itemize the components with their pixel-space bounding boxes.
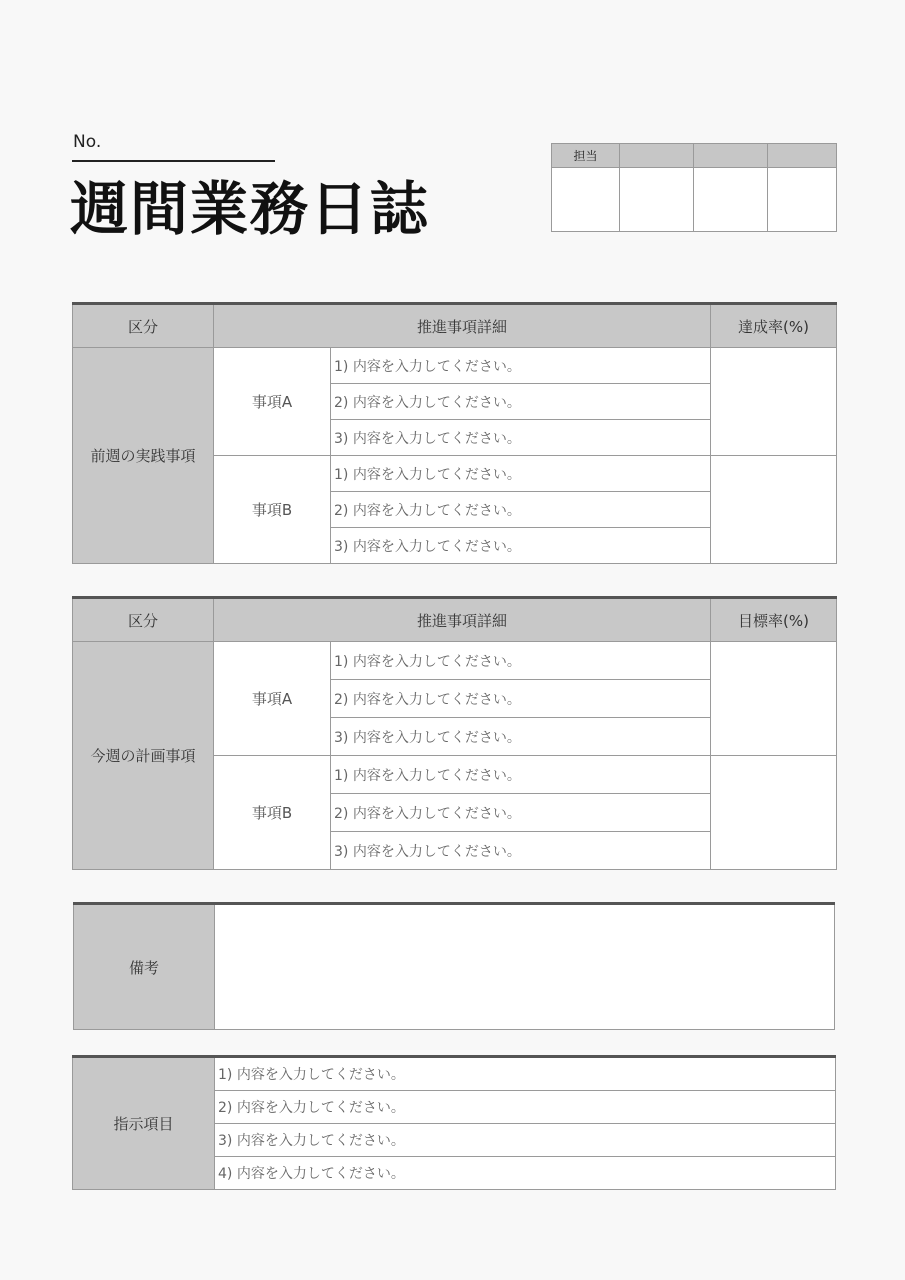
col-header-detail: 推進事項詳細 — [214, 304, 711, 348]
number-underline — [72, 160, 275, 162]
detail-line[interactable]: 2) 内容を入力してください。 — [331, 384, 711, 420]
stamp-header-blank — [620, 144, 694, 168]
detail-line[interactable]: 1) 内容を入力してください。 — [331, 456, 711, 492]
col-header-detail: 推進事項詳細 — [214, 598, 711, 642]
instructions-label: 指示項目 — [73, 1057, 215, 1190]
detail-line[interactable]: 3) 内容を入力してください。 — [331, 832, 711, 870]
page-title: 週間業務日誌 — [70, 175, 431, 243]
detail-line[interactable]: 1) 内容を入力してください。 — [331, 348, 711, 384]
item-a-label: 事項A — [214, 348, 331, 456]
instruction-line[interactable]: 1) 内容を入力してください。 — [215, 1057, 836, 1091]
stamp-box[interactable] — [620, 168, 694, 232]
instructions-table — [72, 1055, 836, 1190]
stamp-header-blank — [768, 144, 837, 168]
detail-line[interactable]: 2) 内容を入力してください。 — [331, 680, 711, 718]
detail-line[interactable]: 3) 内容を入力してください。 — [331, 718, 711, 756]
last-week-table — [72, 302, 837, 564]
detail-line[interactable]: 2) 内容を入力してください。 — [331, 492, 711, 528]
detail-line[interactable]: 2) 内容を入力してください。 — [331, 794, 711, 832]
instruction-line[interactable]: 3) 内容を入力してください。 — [215, 1124, 836, 1157]
stamp-box[interactable] — [694, 168, 768, 232]
rate-cell[interactable] — [711, 348, 837, 456]
stamp-header-blank — [694, 144, 768, 168]
item-b-label: 事項B — [214, 456, 331, 564]
detail-line[interactable]: 3) 内容を入力してください。 — [331, 528, 711, 564]
detail-line[interactable]: 3) 内容を入力してください。 — [331, 420, 711, 456]
rate-cell[interactable] — [711, 756, 837, 870]
stamp-box[interactable] — [552, 168, 620, 232]
number-label: No. — [73, 132, 102, 152]
detail-line[interactable]: 1) 内容を入力してください。 — [331, 756, 711, 794]
item-b-label: 事項B — [214, 756, 331, 870]
stamp-header-person-in-charge: 担当 — [552, 144, 620, 168]
approval-stamp-table — [551, 143, 837, 232]
remarks-input-area[interactable] — [215, 904, 835, 1030]
remarks-table — [73, 902, 835, 1030]
instruction-line[interactable]: 2) 内容を入力してください。 — [215, 1091, 836, 1124]
item-a-label: 事項A — [214, 642, 331, 756]
col-header-rate: 目標率(%) — [711, 598, 837, 642]
col-header-category: 区分 — [73, 304, 214, 348]
category-last-week: 前週の実践事項 — [73, 348, 214, 564]
this-week-table — [72, 596, 837, 870]
category-this-week: 今週の計画事項 — [73, 642, 214, 870]
col-header-rate: 達成率(%) — [711, 304, 837, 348]
rate-cell[interactable] — [711, 456, 837, 564]
remarks-label: 備考 — [74, 904, 215, 1030]
instruction-line[interactable]: 4) 内容を入力してください。 — [215, 1157, 836, 1190]
rate-cell[interactable] — [711, 642, 837, 756]
stamp-box[interactable] — [768, 168, 837, 232]
col-header-category: 区分 — [73, 598, 214, 642]
detail-line[interactable]: 1) 内容を入力してください。 — [331, 642, 711, 680]
